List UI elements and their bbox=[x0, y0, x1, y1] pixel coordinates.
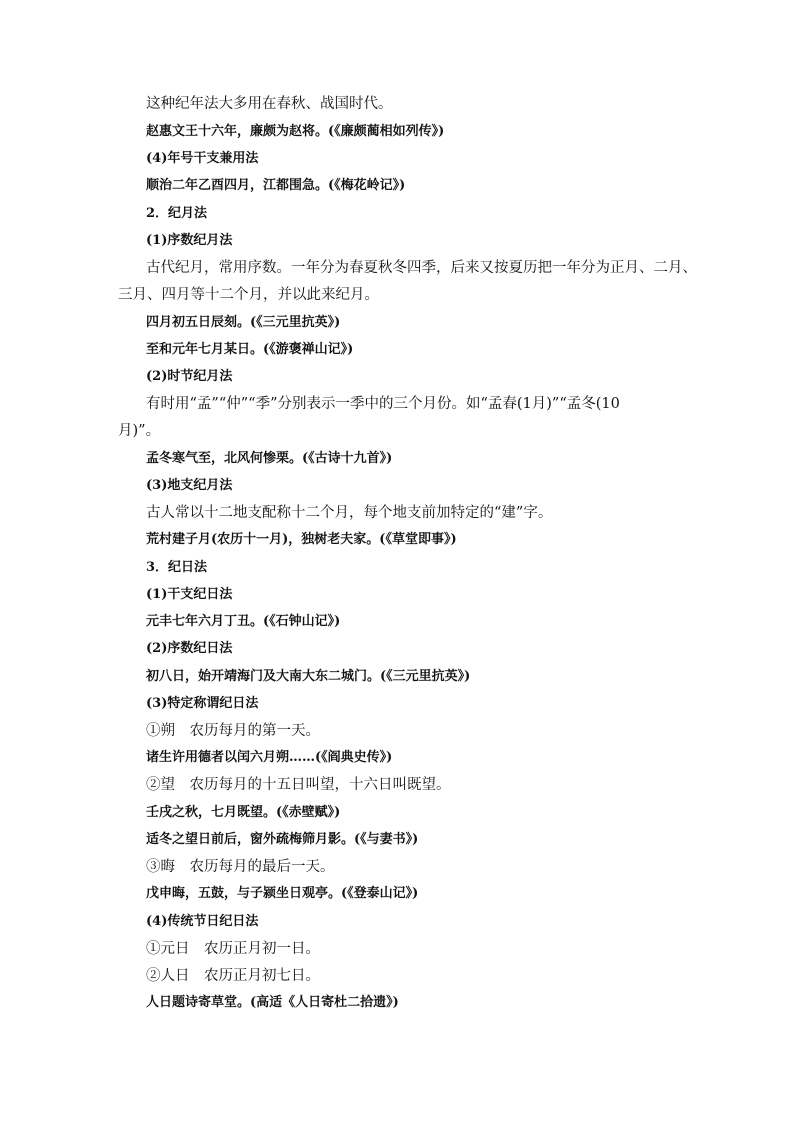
text-line: ③晦 农历每月的最后一天。 bbox=[146, 859, 335, 875]
example-line: 荒村建子月(农历十一月)，独树老夫家。(《草堂即事》) bbox=[146, 532, 457, 547]
subheading: (4)传统节日纪日法 bbox=[146, 914, 259, 929]
text-line: ②望 农历每月的十五日叫望，十六日叫既望。 bbox=[146, 777, 451, 793]
example-line: 至和元年七月某日。(《游褒禅山记》) bbox=[146, 342, 354, 357]
example-line: 壬戌之秋，七月既望。(《赤壁赋》) bbox=[146, 805, 341, 820]
subheading: (1)序数纪月法 bbox=[146, 233, 233, 248]
text-line: ②人日 农历正月初七日。 bbox=[146, 968, 320, 984]
example-line: 赵惠文王十六年，廉颇为赵将。(《廉颇蔺相如列传》) bbox=[146, 124, 445, 139]
section-heading: 2．纪月法 bbox=[146, 206, 208, 221]
text-line: ①元日 农历正月初一日。 bbox=[146, 941, 320, 957]
subheading: (3)特定称谓纪日法 bbox=[146, 696, 259, 711]
text-line: 古人常以十二地支配称十二个月，每个地支前加特定的“建”字。 bbox=[146, 505, 553, 521]
section-heading: 3．纪日法 bbox=[146, 560, 208, 575]
text-line: 三月、四月等十二个月，并以此来纪月。 bbox=[118, 287, 379, 303]
subheading: (3)地支纪月法 bbox=[146, 478, 233, 493]
example-line: 顺治二年乙酉四月，江都围急。(《梅花岭记》) bbox=[146, 178, 406, 193]
example-line: 戊申晦，五鼓，与子颍坐日观亭。(《登泰山记》) bbox=[146, 886, 419, 901]
subheading: (2)时节纪月法 bbox=[146, 369, 233, 384]
subheading: (1)干支纪日法 bbox=[146, 587, 233, 602]
example-line: 四月初五日辰刻。(《三元里抗英》) bbox=[146, 315, 341, 330]
text-line: 有时用“孟”“仲”“季”分别表示一季中的三个月份。如“孟春(1月)”“孟冬(10 bbox=[146, 396, 620, 412]
example-line: 孟冬寒气至，北风何惨栗。(《古诗十九首》) bbox=[146, 451, 393, 466]
example-line: 适冬之望日前后，窗外疏梅筛月影。(《与妻书》) bbox=[146, 832, 419, 847]
text-line: 月)”。 bbox=[118, 423, 161, 439]
example-line: 初八日，始开靖海门及大南大东二城门。(《三元里抗英》) bbox=[146, 669, 471, 684]
text-line: 古代纪月，常用序数。一年分为春夏秋冬四季，后来又按夏历把一年分为正月、二月、 bbox=[146, 260, 697, 276]
text-line: 这种纪年法大多用在春秋、战国时代。 bbox=[146, 96, 393, 112]
example-line: 元丰七年六月丁丑。(《石钟山记》) bbox=[146, 614, 341, 629]
example-line: 诸生许用德者以闰六月朔……(《阎典史传》) bbox=[146, 750, 393, 765]
subheading: (2)序数纪日法 bbox=[146, 641, 233, 656]
subheading: (4)年号干支兼用法 bbox=[146, 151, 259, 166]
text-line: ①朔 农历每月的第一天。 bbox=[146, 723, 320, 739]
example-line: 人日题诗寄草堂。(高适《人日寄杜二拾遗》) bbox=[146, 995, 399, 1010]
